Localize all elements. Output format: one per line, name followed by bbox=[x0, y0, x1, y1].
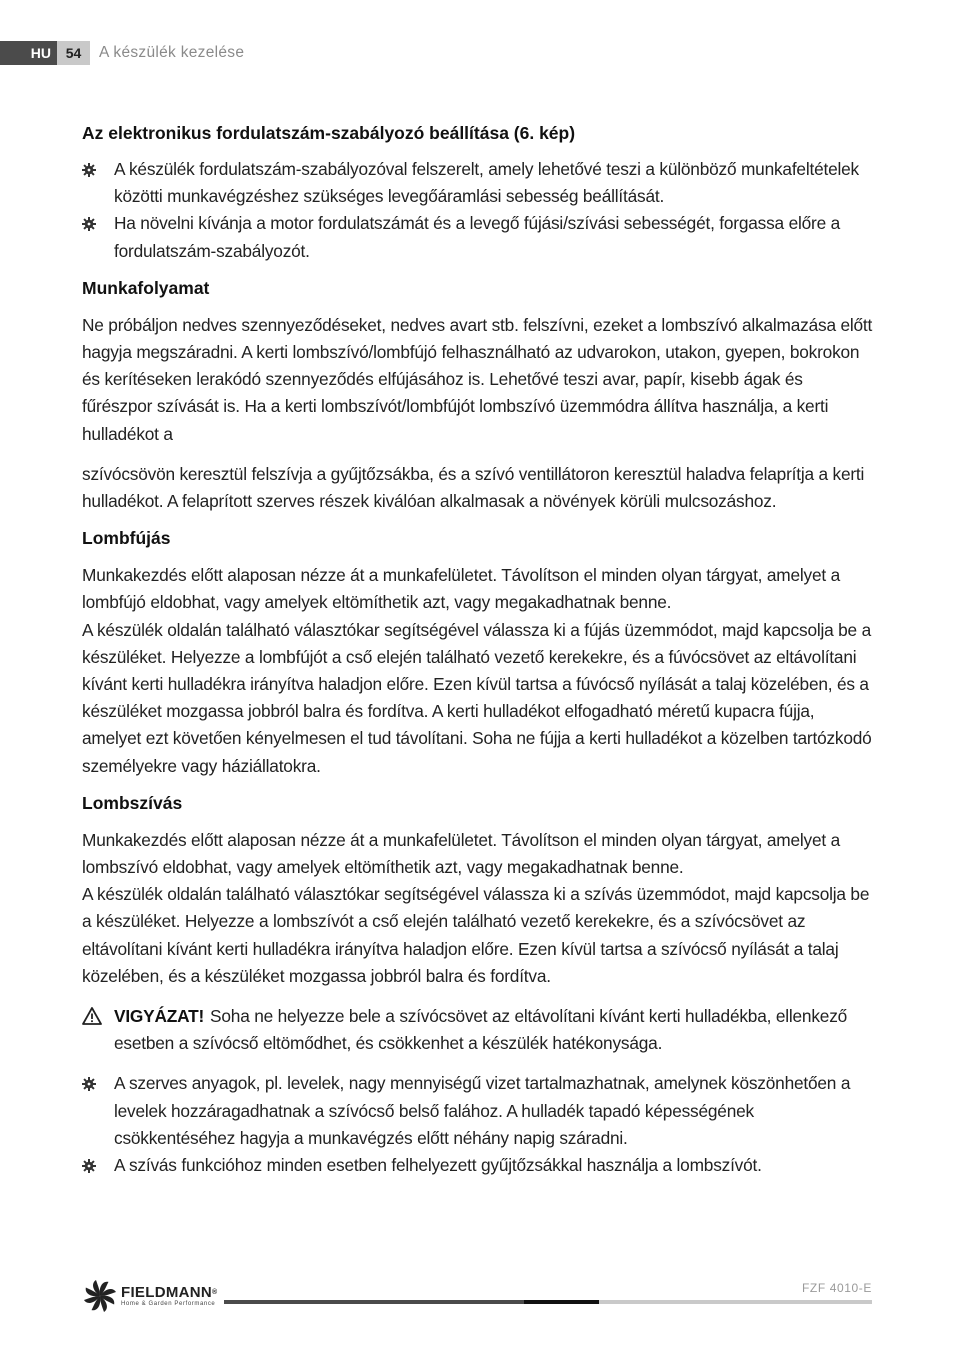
fieldmann-fan-logo-icon bbox=[82, 1278, 118, 1314]
warning-label: VIGYÁZAT! bbox=[114, 1006, 205, 1027]
brand-logo bbox=[82, 1278, 218, 1314]
brand-tagline: Home & Garden Performance bbox=[121, 1300, 216, 1307]
list-item-text: A szívás funkcióhoz minden esetben felhelyezett gyűjtőzsákkal használja a lombszívót. bbox=[114, 1155, 762, 1176]
list-item bbox=[82, 156, 874, 210]
gear-bullet-icon bbox=[82, 217, 96, 231]
paragraph: A készülék oldalán található választókar segítségével válassza ki a szívás üzemmódot, majd kapcsolja be a készüléket. Helyezze a lombszívót a cső elején található vezető kerekekre, és a szívócsövet az eltávolítani kívánt kerti hulladékra irányítva haladjon előre. Ezen kívül tartsa a szívócső nyílását a talaj közelében, és a készüléket mozgassa jobbról balra és fordítva. bbox=[82, 884, 870, 986]
paragraph: Munkakezdés előtt alaposan nézze át a munkafelületet. Távolítson el minden olyan tárgyat, amelyet a lombfújó eldobhat, vagy amelyek eltömíthetik azt, vagy megakadhatnak benne. bbox=[82, 565, 840, 613]
paragraph: A készülék oldalán található választókar segítségével válassza ki a fújás üzemmódot, majd kapcsolja be a készüléket. Helyezze a lombfújót a cső elején található vezető kerekekre, és a fúvócsövet az eltávolítani kívánt kerti hulladékra irányítva haladjon előre. Ezen kívül tartsa a fúvócső nyílását a talaj közelében, és a készüléket mozgassa jobbról balra és fordítva. A kerti hulladékot elfogadható méretű kupacra fújja, amelyet ezt követően kényelmesen el tud távolítani. Soha ne fújja a kerti hulladékot a közelben tartózkodó személyekre vagy háziállatokra. bbox=[82, 619, 872, 776]
paragraph: szívócsövön keresztül felszívja a gyűjtőzsákba, és a szívó ventillátoron keresztül haladva felaprítja a kerti hulladékot. A felaprított szerves részek kiválóan alkalmasak a növények körüli mulcsozáshoz. bbox=[82, 463, 865, 512]
suction-bullet-list bbox=[82, 1070, 874, 1179]
list-item-text: A szerves anyagok, pl. levelek, nagy mennyiségű vizet tartalmazhatnak, amelynek köszönhetően a levelek hozzáragadhatnak a szívócső belső falához. A hulladék tapadó képességének csökkentéséhez hagyja a munkavégzés előtt néhány napig száradni. bbox=[114, 1073, 851, 1148]
gear-bullet-icon bbox=[82, 1077, 96, 1091]
section-heading-suck: Lombszívás bbox=[82, 792, 183, 813]
paragraph: Munkakezdés előtt alaposan nézze át a munkafelületet. Távolítson el minden olyan tárgyat, amelyet a lombszívó eldobhat, vagy amelyek eltömíthetik azt, vagy megakadhatnak benne. bbox=[82, 829, 840, 878]
list-item-text: Ha növelni kívánja a motor fordulatszámát és a levegő fújási/szívási sebességét, forgassa előre a fordulatszám-szabályozót. bbox=[114, 213, 841, 261]
paragraph: Ne próbáljon nedves szennyeződéseket, nedves avart stb. felszívni, ezeket a lombszívó alkalmazása előtt hagyja megszáradni. A kerti lombszívó/lombfújó felhasználható az udvarokon, utakon, gyepen, bokrokon és kerítéseken lerakódó szennyeződés elfújásához is. Lehetővé teszi avar, papír, kisebb ágak és fűrészpor szívását is. Ha a kerti lombszívót/lombfújót lombszívó üzemmódra állítva használja, a kerti hulladékot a bbox=[82, 314, 873, 444]
section-heading-speed: Az elektronikus fordulatszám-szabályozó beállítása (6. kép) bbox=[82, 123, 576, 143]
list-item bbox=[82, 1152, 874, 1179]
page-number: 54 bbox=[57, 41, 90, 65]
brand-registered-mark: ® bbox=[212, 1288, 218, 1296]
speed-bullet-list bbox=[82, 156, 874, 265]
warning-text: Soha ne helyezze bele a szívócsövet az eltávolítani kívánt kerti hulladékba, ellenkező esetben a szívócső eltömődhet, és csökkenhet a készülék hatékonysága. bbox=[114, 1006, 848, 1054]
list-item bbox=[82, 1070, 874, 1152]
section-heading-blow: Lombfújás bbox=[82, 528, 171, 549]
page-header bbox=[0, 41, 244, 65]
footer-rule-light bbox=[599, 1300, 872, 1304]
list-item bbox=[82, 210, 874, 264]
warning-triangle-icon bbox=[82, 1007, 102, 1025]
brand-name: FIELDMANN® bbox=[121, 1283, 218, 1301]
chapter-title: A készülék kezelése bbox=[99, 44, 245, 61]
language-tag: HU bbox=[0, 41, 57, 65]
footer-rule-accent bbox=[524, 1300, 599, 1304]
gear-bullet-icon bbox=[82, 163, 96, 177]
warning-note bbox=[82, 1003, 874, 1057]
model-number: FZF 4010-E bbox=[801, 1281, 872, 1295]
footer-rule-dark bbox=[224, 1300, 524, 1304]
section-heading-work: Munkafolyamat bbox=[82, 277, 210, 298]
page-content bbox=[82, 120, 874, 1179]
gear-bullet-icon bbox=[82, 1159, 96, 1173]
list-item-text: A készülék fordulatszám-szabályozóval felszerelt, amely lehetővé teszi a különböző munkafeltételek közötti munkavégzéshez szükséges levegőáramlási sebesség beállítását. bbox=[114, 159, 860, 207]
